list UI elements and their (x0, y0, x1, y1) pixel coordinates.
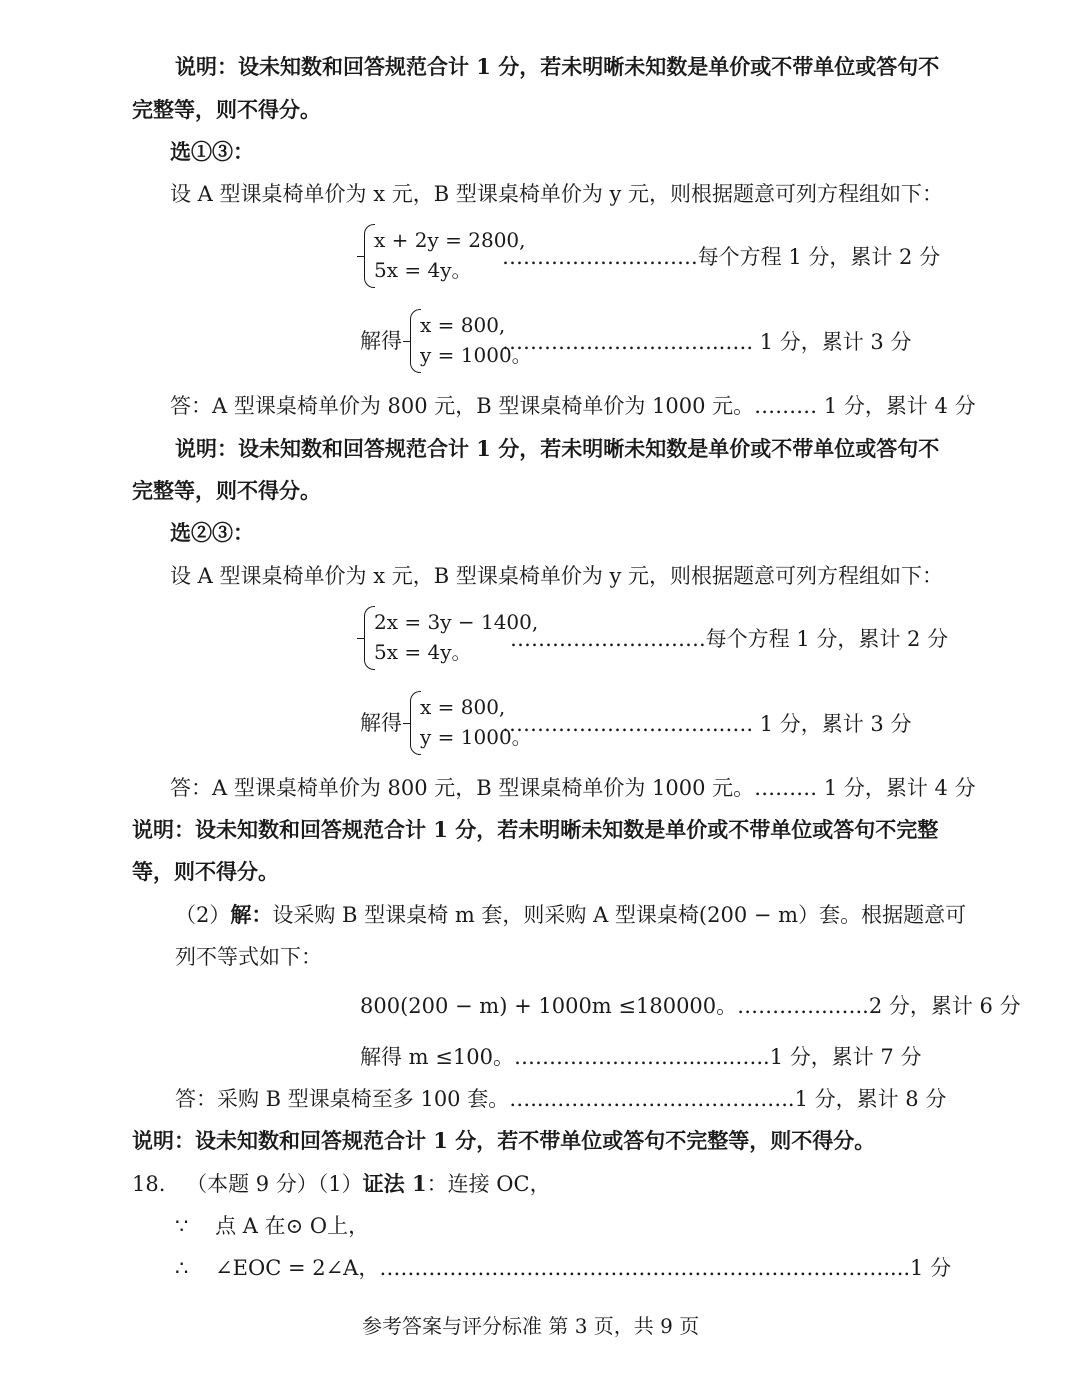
equation: x + 2y = 2800, (374, 228, 526, 252)
scoring-note-continued: 完整等，则不得分。 (132, 97, 321, 122)
because-icon: ∵ (175, 1214, 189, 1238)
score-annotation: ……………………….每个方程 1 分，累计 2 分 (502, 245, 941, 269)
setup-line: 设 A 型课桌椅单价为 x 元，B 型课桌椅单价为 y 元，则根据题意可列方程组如下： (170, 182, 944, 206)
scoring-note-continued: 完整等，则不得分。 (132, 478, 321, 503)
score-annotation: …………………………..…. 1 分，累计 3 分 (502, 330, 912, 354)
scoring-note: 说明：设未知数和回答规范合计 1 分，若未明晰未知数是单价或不带单位或答句不 (175, 436, 940, 461)
setup-line: 设 A 型课桌椅单价为 x 元，B 型课桌椅单价为 y 元，则根据题意可列方程组如下： (170, 564, 944, 588)
equation-system (364, 224, 526, 286)
solve-label: 解得 (360, 711, 402, 735)
score-annotation: …………………………..…. 1 分，累计 3 分 (502, 712, 912, 736)
therefore-line (175, 1253, 951, 1283)
page-footer: 参考答案与评分标准 第 3 页，共 9 页 (362, 1314, 700, 1338)
part2-intro (175, 900, 966, 930)
equation: 5x = 4y。 (374, 640, 472, 664)
solution-label: 解： (230, 902, 273, 927)
answer-line: 答：采购 B 型课桌椅至多 100 套。…...……………………………..1 分，累计 8 分 (175, 1087, 947, 1111)
question-points: （本题 9 分）（1） (186, 1172, 363, 1196)
option-heading: 选②③： (170, 520, 254, 545)
solution: x = 800, (420, 695, 506, 719)
because-text: 点 A 在⊙ O上， (215, 1214, 370, 1238)
question-18-header (132, 1169, 551, 1199)
option-heading: 选①③： (170, 139, 254, 164)
because-line (175, 1211, 369, 1241)
equation-system (364, 606, 539, 668)
solution-system (410, 309, 532, 371)
solution: y = 1000。 (420, 343, 532, 367)
proof-method-label: 证法 1 (362, 1171, 427, 1196)
answer-line: 答：A 型课桌椅单价为 800 元，B 型课桌椅单价为 1000 元。……… 1 分，累计 4 分 (170, 394, 976, 418)
solve-label: 解得 (360, 329, 402, 353)
inequality-solution: 解得 m ≤100。……………………........…..1 分，累计 7 分 (360, 1045, 922, 1069)
equation: 2x = 3y − 1400, (374, 610, 539, 634)
inequality-line: 800(200 − m) + 1000m ≤180000。…………..…..2 分，累计 6 分 (360, 994, 1021, 1018)
question-number: 18. (132, 1172, 166, 1196)
proof-step: ：连接 OC， (426, 1172, 551, 1196)
scoring-note: 说明：设未知数和回答规范合计 1 分，若未明晰未知数是单价或不带单位或答句不 (175, 54, 940, 79)
part2-setup: 设采购 B 型课桌椅 m 套，则采购 A 型课桌椅(200 − m）套。根据题意可 (272, 903, 967, 927)
scoring-note: 说明：设未知数和回答规范合计 1 分，若不带单位或答句不完整等，则不得分。 (132, 1128, 876, 1153)
solution-system (410, 691, 532, 753)
therefore-text: ∠EOC = 2∠A，………………………………………………………………....1 分 (215, 1256, 952, 1280)
therefore-icon: ∴ (175, 1256, 189, 1280)
solution: y = 1000。 (420, 725, 532, 749)
score-annotation: ……………………….每个方程 1 分，累计 2 分 (510, 627, 949, 651)
part-number: （2） (175, 903, 231, 927)
solution: x = 800, (420, 313, 506, 337)
answer-line: 答：A 型课桌椅单价为 800 元，B 型课桌椅单价为 1000 元。……… 1 分，累计 4 分 (170, 776, 976, 800)
scoring-note-continued: 等，则不得分。 (132, 859, 279, 884)
part2-intro-continued: 列不等式如下： (175, 945, 322, 969)
equation: 5x = 4y。 (374, 258, 472, 282)
scoring-note: 说明：设未知数和回答规范合计 1 分，若未明晰未知数是单价或不带单位或答句不完整 (132, 817, 939, 842)
